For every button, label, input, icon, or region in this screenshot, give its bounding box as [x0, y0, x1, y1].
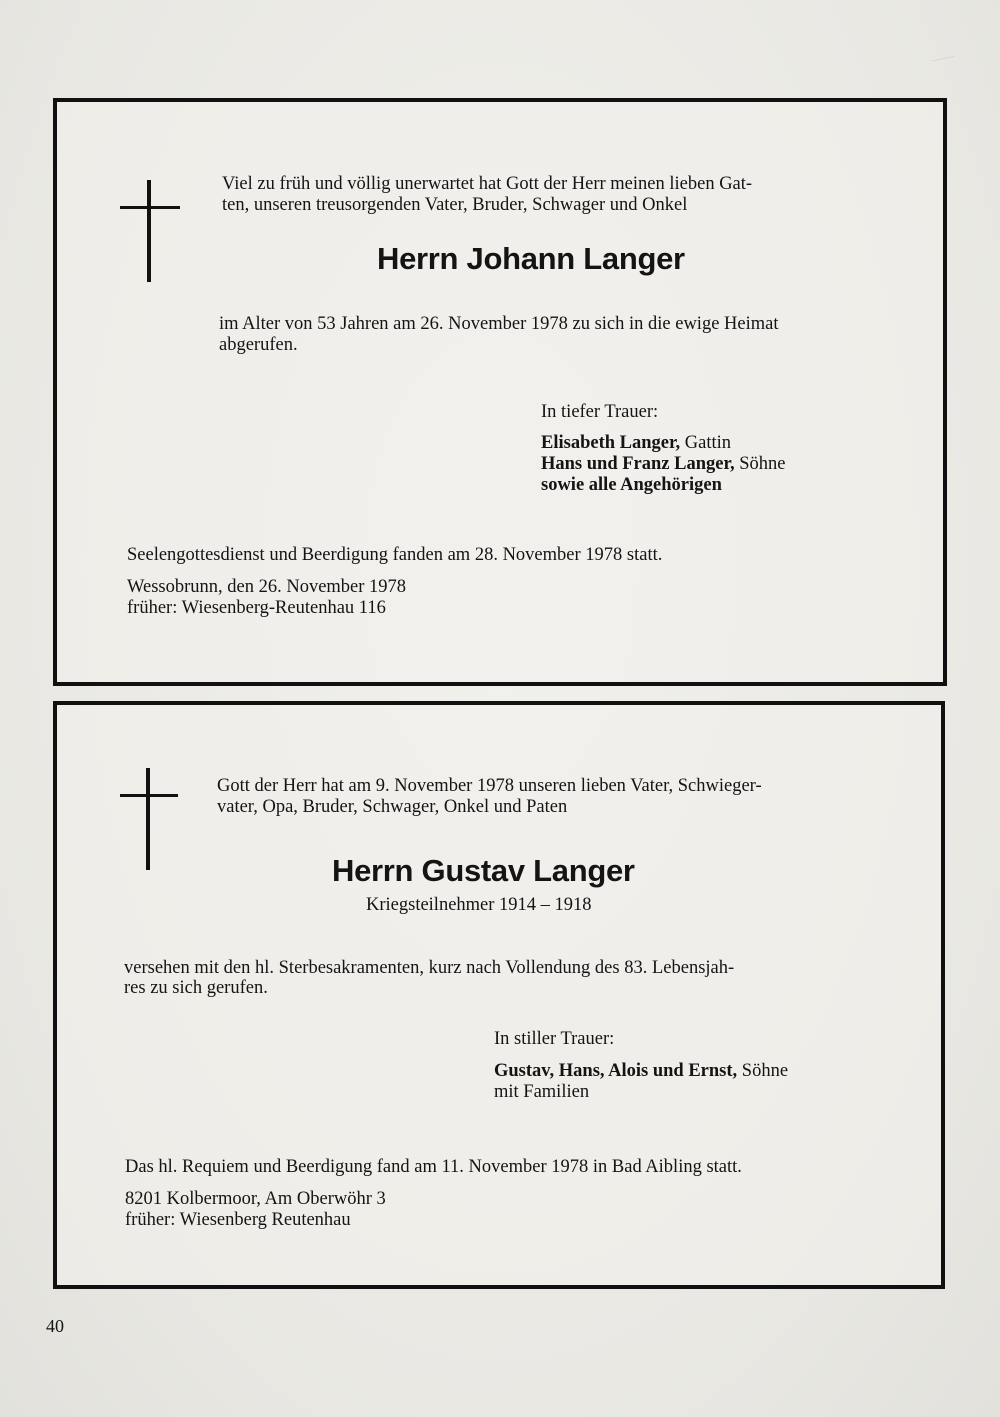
service-info: Seelengottesdienst und Beerdigung fanden am 28. November 1978 statt. [127, 545, 663, 565]
deceased-name: Herrn Johann Langer [377, 241, 685, 276]
former-residence: früher: Wiesenberg Reutenhau [125, 1210, 351, 1230]
cross-icon [120, 768, 178, 870]
place-date: Wessobrunn, den 26. November 1978 [127, 577, 407, 597]
page-number: 40 [46, 1316, 64, 1336]
mourner-line [541, 454, 785, 475]
mourning-heading: In tiefer Trauer: [541, 402, 659, 422]
mourner-name: Elisabeth Langer, [541, 433, 681, 453]
notice-intro-line: ten, unseren treusorgenden Vater, Bruder, Schwager und Onkel [222, 195, 688, 215]
service-info: Das hl. Requiem und Beerdigung fand am 11. November 1978 in Bad Aibling statt. [125, 1157, 742, 1177]
mourner-line [541, 433, 731, 454]
notice-body-line: abgerufen. [219, 335, 298, 355]
deceased-subtitle: Kriegsteilnehmer 1914 – 1918 [366, 895, 592, 915]
mourner-name: sowie alle Angehörigen [541, 475, 722, 495]
mourner-relation: mit Familien [494, 1082, 590, 1102]
mourner-line [541, 475, 722, 496]
mourner-relation: Söhne [734, 454, 786, 474]
mourning-heading: In stiller Trauer: [494, 1029, 615, 1049]
mourner-line [494, 1061, 788, 1082]
mourner-line [494, 1082, 589, 1103]
notice-intro-line: Viel zu früh und völlig unerwartet hat Gott der Herr meinen lieben Gat- [222, 174, 753, 194]
mourner-name: Hans und Franz Langer, [541, 454, 735, 474]
notice-body-line: im Alter von 53 Jahren am 26. November 1978 zu sich in die ewige Heimat [219, 314, 779, 334]
cross-icon [120, 180, 180, 282]
notice-body-line: res zu sich gerufen. [124, 978, 268, 998]
address: 8201 Kolbermoor, Am Oberwöhr 3 [125, 1189, 386, 1209]
mourner-relation: Gattin [680, 433, 731, 453]
notice-intro-line: vater, Opa, Bruder, Schwager, Onkel und Paten [217, 797, 568, 817]
mourner-name: Gustav, Hans, Alois und Ernst, [494, 1061, 738, 1081]
mourner-relation: Söhne [737, 1061, 789, 1081]
notice-body-line: versehen mit den hl. Sterbesakramenten, kurz nach Vollendung des 83. Lebensjah- [124, 958, 735, 978]
deceased-name: Herrn Gustav Langer [332, 853, 635, 888]
notice-intro-line: Gott der Herr hat am 9. November 1978 unseren lieben Vater, Schwieger- [217, 776, 762, 796]
former-residence: früher: Wiesenberg-Reutenhau 116 [127, 598, 386, 618]
